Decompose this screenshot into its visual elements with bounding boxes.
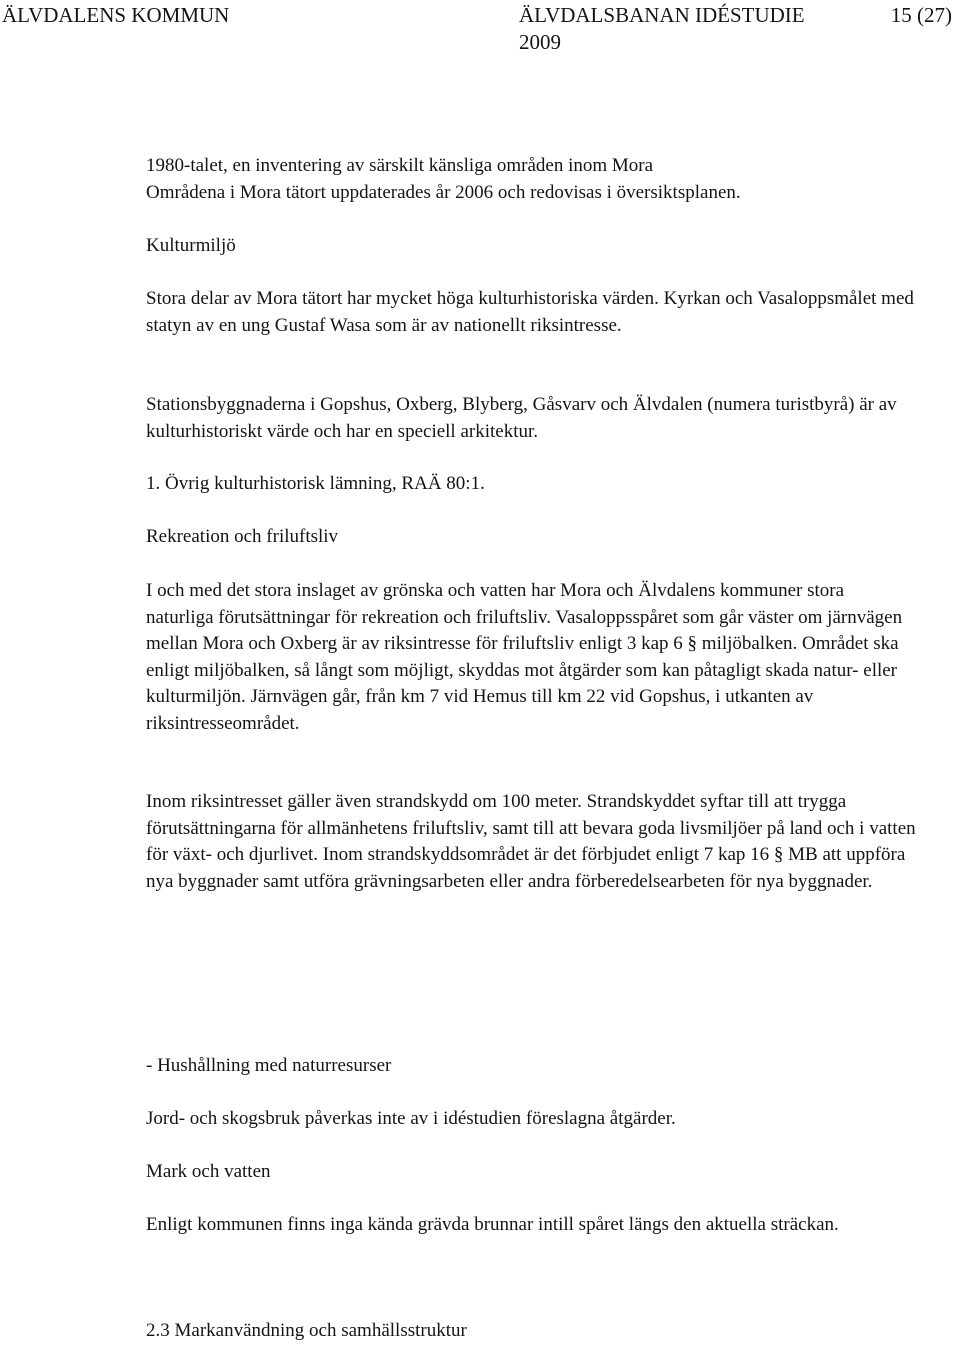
heading-kulturmiljo: Kulturmiljö [146, 235, 236, 256]
heading-hushallning: - Hushållning med naturresurser [146, 1055, 392, 1076]
paragraph-rekreation: I och med det stora inslaget av grönska och vatten har Mora och Älvdalens kommuner stora naturliga förutsättningar för rekreation och friluftsliv. Vasaloppsspåret som går väster om järnvägen mellan Mora och Oxberg är av riksintresse för friluftsliv enligt 3 kap 6 § miljöbalken. Området ska enligt miljöbalken, så långt som möjligt, skyddas mot åtgärder som kan påtagligt skada natur- eller kulturmiljön. Järnvägen går, från km 7 vid Hemus till km 22 vid Gopshus, i utkanten av riksintresseområdet. [146, 580, 903, 734]
header-document-title [519, 2, 819, 56]
paragraph-intro [146, 153, 916, 206]
paragraph-stationsbyggnader: Stationsbyggnaderna i Gopshus, Oxberg, Blyberg, Gåsvarv och Älvdalen (numera turistbyrå) är av kulturhistoriskt värde och har en speciell arkitektur. [146, 394, 897, 442]
paragraph-jord-skogsbruk: Jord- och skogsbruk påverkas inte av i idéstudien föreslagna åtgärder. [146, 1108, 676, 1129]
page-number: 15 (27) [890, 3, 952, 27]
header-year: 2009 [519, 30, 561, 54]
paragraph-strandskydd: Inom riksintresset gäller även strandskydd om 100 meter. Strandskyddet syftar till att trygga förutsättningarna för allmänhetens friluftsliv, samt till att bevara goda livsmiljöer på land och i vatten för växt- och djurlivet. Inom strandskyddsområdet är det förbjudet enligt 7 kap 16 § MB att uppföra nya byggnader samt utföra grävningsarbeten eller andra förberedelsearbeten för nya byggnader. [146, 791, 916, 892]
heading-mark-vatten: Mark och vatten [146, 1161, 271, 1182]
paragraph-fornlamning: 1. Övrig kulturhistorisk lämning, RAÄ 80:1. [146, 473, 485, 494]
page-header [0, 0, 960, 70]
paragraph-intro-line-2: Områdena i Mora tätort uppdaterades år 2006 och redovisas i översiktsplanen. [146, 181, 741, 203]
paragraph-brunnar: Enligt kommunen finns inga kända grävda brunnar intill spåret längs den aktuella sträckan. [146, 1214, 839, 1235]
header-municipality: ÄLVDALENS KOMMUN [2, 3, 230, 27]
header-title-line: ÄLVDALSBANAN IDÉSTUDIE [519, 3, 805, 27]
heading-rekreation: Rekreation och friluftsliv [146, 526, 339, 547]
heading-markanvandning: 2.3 Markanvändning och samhällsstruktur [146, 1320, 467, 1341]
paragraph-kulturmiljo: Stora delar av Mora tätort har mycket höga kulturhistoriska värden. Kyrkan och Vasaloppsmålet med statyn av en ung Gustaf Wasa som är av nationellt riksintresse. [146, 288, 914, 336]
paragraph-intro-line-1: 1980-talet, en inventering av särskilt känsliga områden inom Mora [146, 155, 654, 176]
